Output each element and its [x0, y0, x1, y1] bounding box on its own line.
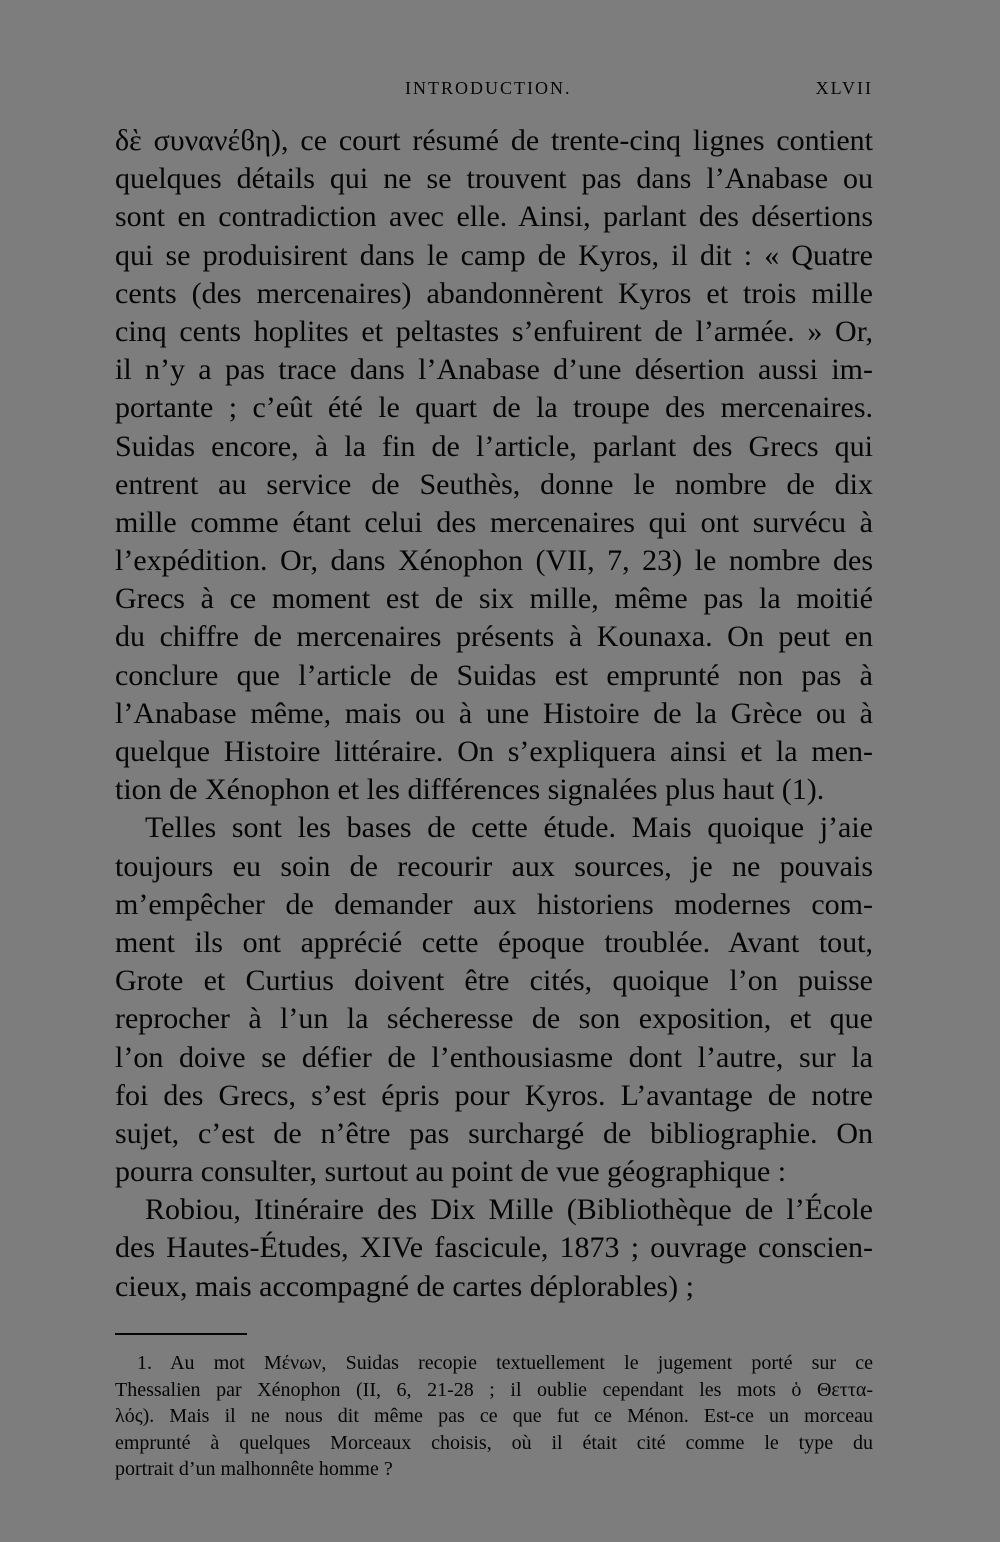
text-line: reprocher à l’un la sécheresse de son exposition, et que [115, 1002, 873, 1036]
text-line: pourra consulter, surtout au point de vue géographique : [115, 1155, 787, 1189]
text-line: Grecs à ce moment est de six mille, même pas la moitié [115, 582, 873, 616]
text-line: entrent au service de Seuthès, donne le nombre de dix [115, 467, 873, 501]
text-line: δὲ συνανέϐη), ce court résumé de trente-cinq lignes contient [115, 124, 873, 157]
page-number: XLVII [815, 78, 873, 98]
text-line: des Hautes-Études, XIVe fascicule, 1873 ; ouvrage conscien- [115, 1231, 873, 1265]
text-line: l’expédition. Or, dans Xénophon (VII, 7, 23) le nombre des [115, 544, 873, 578]
text-line: quelque Histoire littéraire. On s’expliquera ainsi et la men- [115, 735, 873, 768]
text-line: l’Anabase même, mais ou à une Histoire de la Grèce ou à [115, 696, 873, 730]
text-line: sujet, c’est de n’être pas surchargé de bibliographie. On [115, 1116, 873, 1150]
text-line: qui se produisirent dans le camp de Kyros, il dit : « Quatre [115, 238, 873, 272]
text-line: conclure que l’article de Suidas est emprunté non pas à [115, 658, 873, 692]
body-text [115, 122, 873, 1306]
footnote-line: 1. Au mot Μένων, Suidas recopie textuellement le jugement porté sur ce [137, 1352, 873, 1374]
footnote [115, 1350, 873, 1483]
text-line: Telles sont les bases de cette étude. Mais quoique j’aie [145, 811, 873, 845]
text-line: cieux, mais accompagné de cartes déplorables) ; [115, 1269, 694, 1303]
text-line: cents (des mercenaires) abandonnèrent Kyros et trois mille [115, 276, 873, 310]
text-line: portante ; c’eût été le quart de la troupe des mercenaires. [115, 391, 873, 425]
text-line: quelques détails qui ne se trouvent pas dans l’Anabase ou [115, 162, 873, 196]
text-line: toujours eu soin de recourir aux sources, je ne pouvais [115, 849, 873, 883]
text-line: l’on doive se défier de l’enthousiasme dont l’autre, sur la [115, 1040, 873, 1074]
text-line: Suidas encore, à la fin de l’article, parlant des Grecs qui [115, 429, 873, 463]
text-line: Robiou, Itinéraire des Dix Mille (Bibliothèque de l’École [145, 1193, 873, 1227]
text-line: cinq cents hoplites et peltastes s’enfuirent de l’armée. » Or, [115, 314, 873, 348]
running-head-title: INTRODUCTION. [405, 78, 572, 98]
footnote-line: portrait d’un malhonnête homme ? [115, 1458, 393, 1480]
text-line: foi des Grecs, s’est épris pour Kyros. L’avantage de notre [115, 1078, 873, 1112]
text-line: il n’y a pas trace dans l’Anabase d’une désertion aussi im- [115, 353, 873, 387]
text-line: m’empêcher de demander aux historiens modernes com- [115, 887, 873, 921]
footnote-line: λός). Mais il ne nous dit même pas ce que fut ce Ménon. Est-ce un morceau [115, 1405, 873, 1427]
text-line: Grote et Curtius doivent être cités, quoique l’on puisse [115, 964, 873, 998]
text-line: mille comme étant celui des mercenaires qui ont survécu à [115, 505, 873, 539]
footnote-line: Thessalien par Xénophon (II, 6, 21-28 ; il oublie cependant les mots ὁ Θεττα- [115, 1378, 873, 1401]
footnote-line: emprunté à quelques Morceaux choisis, où il était cité comme le type du [115, 1431, 873, 1454]
text-line: ment ils ont apprécié cette époque troublée. Avant tout, [115, 925, 873, 959]
text-line: du chiffre de mercenaires présents à Kounaxa. On peut en [115, 620, 873, 654]
running-head [115, 78, 873, 106]
text-line: tion de Xénophon et les différences signalées plus haut (1). [115, 773, 825, 807]
text-line: sont en contradiction avec elle. Ainsi, parlant des désertions [115, 200, 873, 234]
footnote-separator [115, 1333, 247, 1335]
